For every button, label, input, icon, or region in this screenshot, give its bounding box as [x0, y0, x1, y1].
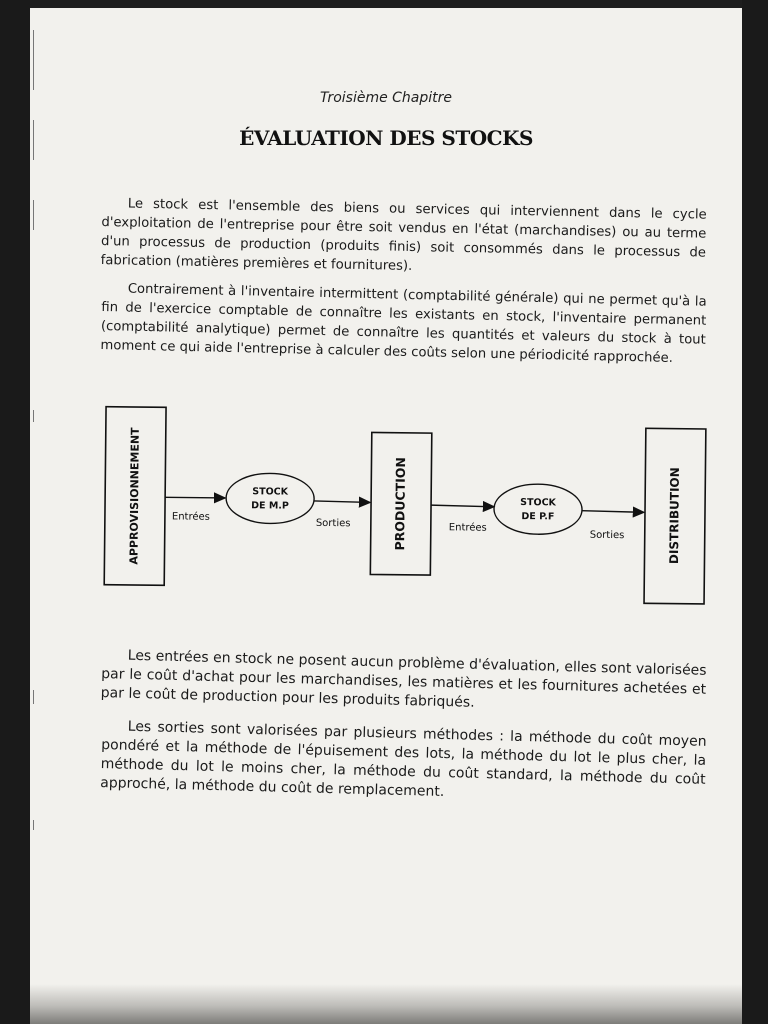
paragraph-1: Le stock est l'ensemble des biens ou services qui interviennent dans le cycle d'exploitation de l'entreprise pour être soit vendus en l'état (marchandises) ou au terme d'un processus de production (produits finis) soit consommés dans le processus de fabrication (matières premières et fournitures). — [100, 196, 707, 275]
approvisionnement-label: APPROVISIONNEMENT — [127, 427, 142, 565]
arrow-entrees-1 — [165, 497, 225, 498]
stock-flow-diagram — [30, 0, 742, 1024]
label-sorties-2: Sorties — [589, 529, 625, 542]
arrow-sorties-2 — [582, 511, 644, 513]
stock-mp-ellipse — [226, 473, 315, 524]
paragraph-3: Les entrées en stock ne posent aucun problème d'évaluation, elles sont valorisées par le coût d'achat pour les marchandises, les matières et les fournitures achetées et par le coût de production pour les produits fabriqués. — [100, 647, 707, 711]
arrow-entrees-2 — [431, 505, 494, 507]
label-sorties-1: Sorties — [315, 517, 351, 530]
stock-pf-ellipse — [494, 484, 583, 535]
stock-pf-label-1: STOCK — [520, 497, 557, 509]
document-page — [30, 0, 742, 1024]
stock-mp-label-2: DE M.P — [251, 500, 289, 512]
stock-pf-label-2: DE P.F — [521, 511, 555, 523]
chapter-heading: Troisième Chapitre — [319, 90, 453, 106]
distribution-label: DISTRIBUTION — [666, 467, 682, 565]
arrow-sorties-1 — [314, 501, 370, 503]
production-label: PRODUCTION — [392, 457, 409, 551]
page-title: ÉVALUATION DES STOCKS — [239, 126, 533, 150]
label-entrees-2: Entrées — [448, 522, 487, 534]
paragraph-4: Les sorties sont valorisées par plusieurs méthodes : la méthode du coût moyen pondéré et la méthode de l'épuisement des lots, la méthode du lot le plus cher, la méthode du lot le moins cher, la méthode du coût standard, la méthode du coût approché, la méthode du coût de remplacement. — [100, 718, 707, 800]
label-entrees-1: Entrées — [171, 511, 210, 523]
scan-bottom-shadow — [30, 984, 742, 1024]
stock-mp-label-1: STOCK — [252, 486, 289, 498]
paragraph-2: Contrairement à l'inventaire intermittent (comptabilité générale) qui ne permet qu'à la fin de l'exercice comptable de connaître les existants en stock, l'inventaire permanent (comptabilité analytique) permet de connaître les quantités et valeurs du stock à tout moment ce qui aide l'entreprise à calculer des coûts selon une périodicité rapprochée. — [100, 281, 707, 367]
